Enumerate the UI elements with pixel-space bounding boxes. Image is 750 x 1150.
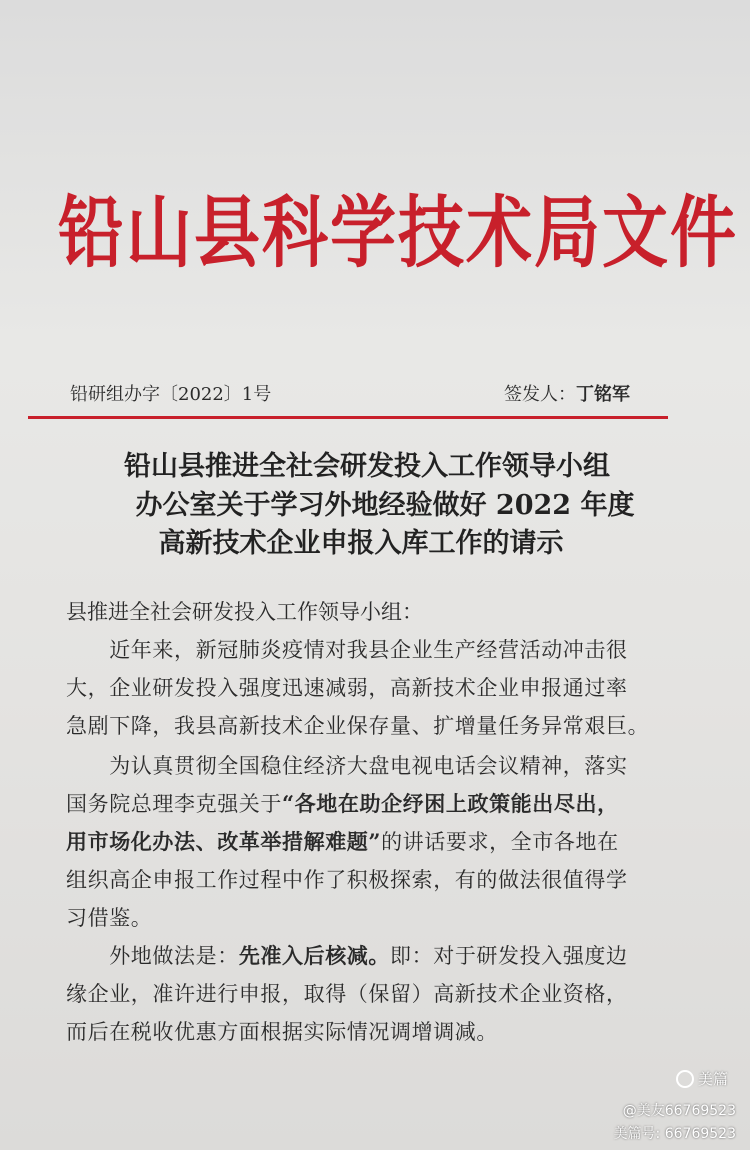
subject-line-2: 办公室关于学习外地经验做好 2022 年度 [135, 490, 635, 521]
watermark-logo [676, 1068, 728, 1089]
recipient: 县推进全社会研发投入工作领导小组： [66, 600, 423, 624]
signer-name: 丁铭军 [576, 384, 630, 405]
body-line: 为认真贯彻全国稳住经济大盘电视电话会议精神，落实 [66, 754, 628, 778]
body-text: 国务院总理李克强关于 [66, 792, 282, 816]
subject-line-3: 高新技术企业申报入库工作的请示 [158, 528, 564, 559]
signer-label: 签发人： [504, 384, 576, 405]
body-line [66, 826, 619, 856]
watermark-logo-text: 美篇 [698, 1070, 729, 1088]
body-text: 即：对于研发投入强度边 [390, 944, 628, 968]
meipian-icon [676, 1070, 694, 1088]
body-line: 缘企业，准许进行申报，取得（保留）高新技术企业资格， [66, 982, 628, 1006]
watermark-user: @美友66769523 [622, 1103, 736, 1119]
body-emphasis: 先准入后核减。 [238, 943, 391, 968]
signer [504, 380, 630, 406]
body-line: 大，企业研发投入强度迅速减弱，高新技术企业申报通过率 [66, 676, 628, 700]
document-title: 铅山县科学技术局文件 [58, 186, 738, 279]
body-line: 近年来，新冠肺炎疫情对我县企业生产经营活动冲击很 [66, 638, 628, 662]
document-number: 铅研组办字〔2022〕1号 [70, 384, 272, 405]
body-text: 外地做法是： [66, 944, 239, 968]
subject-line-1: 铅山县推进全社会研发投入工作领导小组 [124, 451, 610, 482]
red-divider [28, 416, 668, 419]
body-line [66, 788, 619, 818]
body-line: 而后在税收优惠方面根据实际情况调增调减。 [66, 1020, 498, 1044]
watermark-id: 美篇号: 66769523 [613, 1126, 736, 1142]
body-quote: “各地在助企纾困上政策能出尽出， [282, 791, 619, 816]
body-text: 的讲话要求，全市各地在 [381, 830, 619, 854]
body-line: 习借鉴。 [66, 906, 153, 930]
meta-row [70, 380, 670, 410]
body-line [66, 940, 628, 970]
body-line: 急剧下降，我县高新技术企业保存量、扩增量任务异常艰巨。 [66, 714, 650, 738]
body-line: 组织高企申报工作过程中作了积极探索，有的做法很值得学 [66, 868, 628, 892]
body-quote: 用市场化办法、改革举措解难题” [66, 829, 382, 854]
